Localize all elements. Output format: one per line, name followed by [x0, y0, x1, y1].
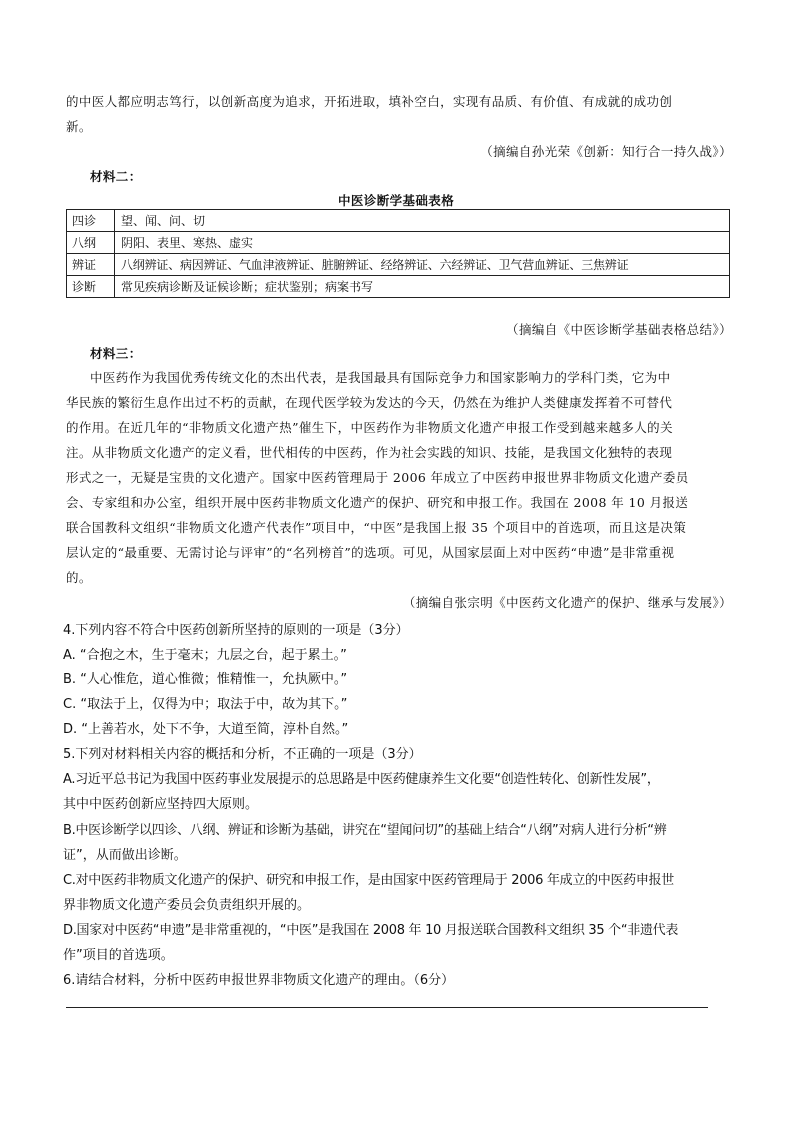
- material3-source: （摘编自张宗明《中医药文化遗产的保护、继承与发展》）: [402, 595, 732, 610]
- table-row: [67, 210, 730, 232]
- material1-source: （摘编自孙光荣《创新：知行合一持久战》）: [480, 144, 732, 159]
- q5-option-c-cont: 界非物质文化遗产委员会负责组织开展的。: [63, 898, 311, 913]
- table-key: 八纲: [67, 232, 115, 254]
- material3-line: 形式之一，无疑是宝贵的文化遗产。国家中医药管理局于 2006 年成立了中医药申报世界非物质文化遗产委员: [66, 470, 689, 485]
- material2-source: （摘编自《中医诊断学基础表格总结》）: [506, 322, 732, 337]
- q5-option-d-cont: 作”项目的首选项。: [63, 948, 174, 963]
- table-key: 辨证: [67, 254, 115, 276]
- table-key: 诊断: [67, 276, 115, 298]
- material1-line-2: 新。: [66, 119, 92, 134]
- q5-option-b: B.中医诊断学以四诊、八纲、辨证和诊断为基础，讲究在“望闻问切”的基础上结合“八纲”对病人进行分析“辨: [63, 823, 667, 838]
- material3-line: 注。从非物质文化遗产的定义看，世代相传的中医药，作为社会实践的知识、技能，是我国文化独特的表现: [66, 445, 673, 460]
- q4-option-b: B. “人心惟危，道心惟微；惟精惟一，允执厥中。”: [63, 672, 348, 687]
- material3-line: 中医药作为我国优秀传统文化的杰出代表，是我国最具有国际竞争力和国家影响力的学科门类，它为中: [90, 370, 671, 385]
- table-value: 望、闻、问、切: [115, 210, 730, 232]
- material3-line: 联合国教科文组织“非物质文化遗产代表作”项目中，“中医”是我国上报 35 个项目中的首选项，而且这是决策: [66, 520, 687, 535]
- table-row: [67, 254, 730, 276]
- material3-line: 华民族的繁衍生息作出过不朽的贡献，在现代医学较为发达的今天，仍然在为维护人类健康发挥着不可替代: [66, 395, 673, 410]
- q4-option-a: A. “合抱之木，生于毫末；九层之台，起于累土。”: [63, 648, 347, 663]
- material3-line: 层认定的“最重要、无需讨论与评审”的“名列榜首”的选项。可见，从国家层面上对中医药“申遗”是非常重视: [66, 545, 675, 560]
- q5-option-a: A.习近平总书记为我国中医药事业发展提示的总思路是中医药健康养生文化要“创造性转化、创新性发展”，: [63, 772, 660, 787]
- table-value: 常见疾病诊断及证候诊断；症状鉴别；病案书写: [115, 276, 730, 298]
- material3-line: 的作用。在近几年的“非物质文化遗产热”催生下，中医药作为非物质文化遗产申报工作受到越来越多人的关: [66, 420, 673, 435]
- table-row: [67, 232, 730, 254]
- q4-option-c: C. “取法于上，仅得为中；取法于中，故为其下。”: [63, 697, 348, 712]
- table-row: [67, 276, 730, 298]
- q4-stem: 4.下列内容不符合中医药创新所坚持的原则的一项是（3分）: [63, 623, 409, 638]
- table-value: 阴阳、表里、寒热、虚实: [115, 232, 730, 254]
- table-title: 中医诊断学基础表格: [338, 193, 455, 208]
- diagnosis-table: [66, 209, 730, 298]
- answer-line[interactable]: [66, 1007, 708, 1008]
- material3-line: 的。: [66, 570, 92, 585]
- q5-stem: 5.下列对材料相关内容的概括和分析，不正确的一项是（3分）: [63, 747, 422, 762]
- q5-option-b-cont: 证”，从而做出诊断。: [63, 848, 187, 863]
- material2-label: 材料二：: [90, 169, 142, 184]
- table-value: 八纲辨证、病因辨证、气血津液辨证、脏腑辨证、经络辨证、六经辨证、卫气营血辨证、三焦辨证: [115, 254, 730, 276]
- q6-stem: 6.请结合材料，分析中医药申报世界非物质文化遗产的理由。（6分）: [63, 973, 455, 988]
- q5-option-a-cont: 其中中医药创新应坚持四大原则。: [63, 797, 259, 812]
- material3-label: 材料三：: [90, 346, 142, 361]
- q5-option-c: C.对中医药非物质文化遗产的保护、研究和申报工作，是由国家中医药管理局于 2006 年成立的中医药申报世: [63, 873, 674, 888]
- q4-option-d: D. “上善若水，处下不争，大道至简，淳朴自然。”: [63, 722, 349, 737]
- material1-line-1: 的中医人都应明志笃行，以创新高度为追求，开拓进取，填补空白，实现有品质、有价值、有成就的成功创: [66, 94, 673, 109]
- q5-option-d: D.国家对中医药“申遗”是非常重视的，“中医”是我国在 2008 年 10 月报送联合国教科文组织 35 个“非遗代表: [63, 923, 679, 938]
- table-key: 四诊: [67, 210, 115, 232]
- material3-line: 会、专家组和办公室，组织开展中医药非物质文化遗产的保护、研究和申报工作。我国在 2008 年 10 月报送: [66, 495, 689, 510]
